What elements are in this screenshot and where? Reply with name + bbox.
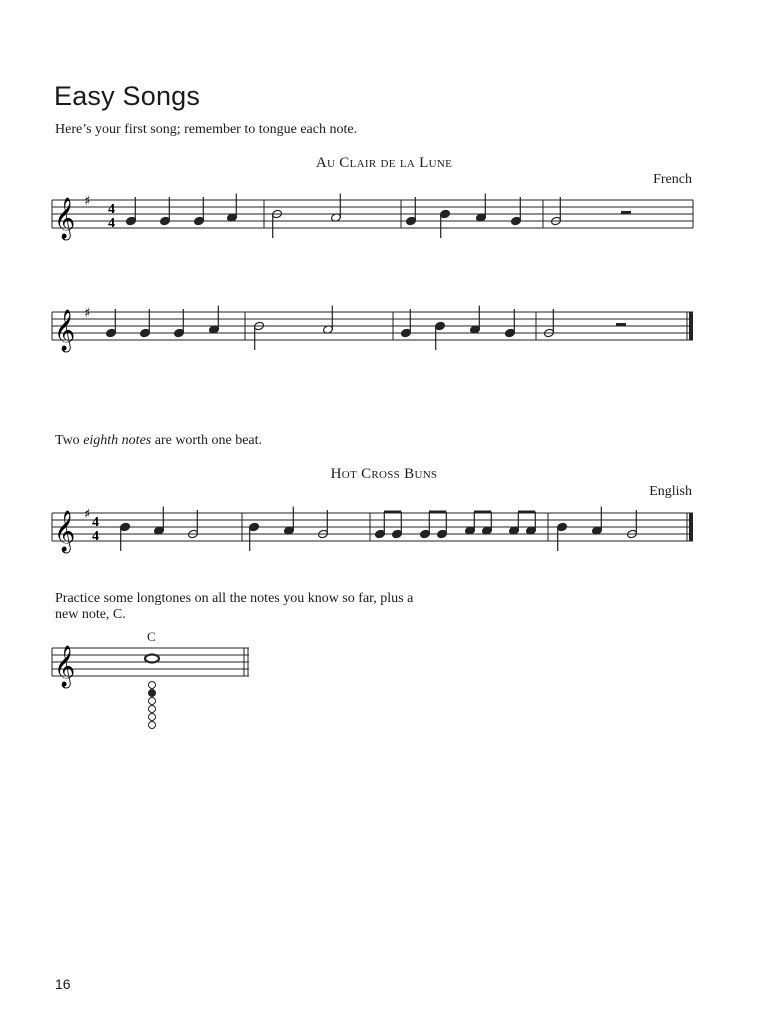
svg-text:4: 4 bbox=[108, 202, 115, 217]
intro-text: Here’s your first song; remember to tongue each note. bbox=[55, 122, 358, 137]
treble-clef-icon: 𝄞 bbox=[54, 198, 76, 239]
time-signature bbox=[108, 202, 115, 231]
song-title-au-clair: Au Clair de la Lune bbox=[315, 155, 453, 171]
page-title: Easy Songs bbox=[54, 81, 201, 111]
page-number: 16 bbox=[55, 976, 71, 992]
longtones-text-line1: Practice some longtones on all the notes you know so far, plus a bbox=[55, 591, 414, 606]
treble-clef-icon: 𝄞 bbox=[54, 310, 76, 351]
eighth-notes-tip: Two eighth notes are worth one beat. bbox=[55, 433, 263, 448]
sharp-icon: ♯ bbox=[84, 507, 91, 522]
song-title-hot-cross-buns: Hot Cross Buns bbox=[330, 466, 438, 482]
final-barline bbox=[689, 312, 693, 340]
sharp-icon: ♯ bbox=[84, 194, 91, 209]
treble-clef-icon: 𝄞 bbox=[54, 646, 76, 687]
song-origin-english: English bbox=[649, 484, 692, 499]
svg-text:4: 4 bbox=[92, 515, 99, 530]
staff-longtone-c bbox=[52, 638, 252, 742]
svg-text:4: 4 bbox=[92, 529, 99, 544]
song-origin-french: French bbox=[653, 172, 692, 187]
half-rest-icon bbox=[616, 323, 626, 327]
longtones-text-line2: new note, C. bbox=[55, 607, 126, 622]
staff-au-clair-line1 bbox=[52, 190, 696, 250]
note-label-c: C bbox=[147, 629, 156, 644]
whole-note-c bbox=[145, 655, 159, 663]
svg-text:4: 4 bbox=[108, 216, 115, 231]
time-signature bbox=[92, 515, 99, 544]
final-barline bbox=[689, 513, 693, 541]
staff-hot-cross-buns bbox=[52, 503, 696, 563]
fingering-chart bbox=[149, 682, 156, 729]
staff-au-clair-line2 bbox=[52, 302, 696, 362]
sharp-icon: ♯ bbox=[84, 306, 91, 321]
treble-clef-icon: 𝄞 bbox=[54, 511, 76, 552]
half-rest-icon bbox=[621, 211, 631, 215]
